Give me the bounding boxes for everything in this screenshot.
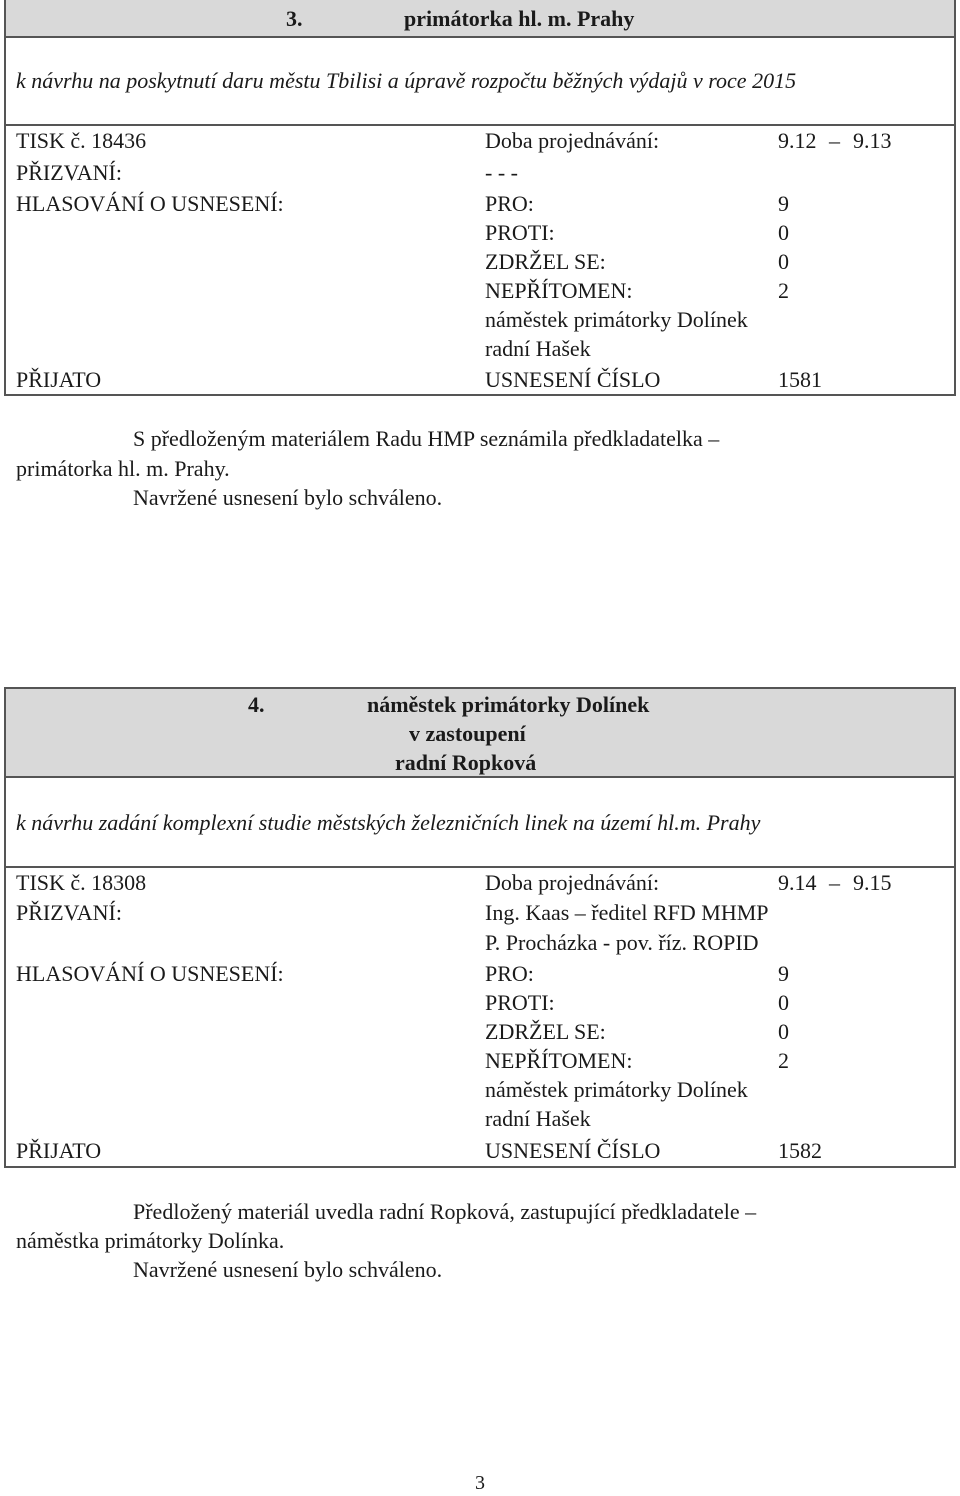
item3-resolution-label: USNESENÍ ČÍSLO (485, 367, 661, 392)
item4-resolution-label: USNESENÍ ČÍSLO (485, 1138, 661, 1163)
item4-time-sep: – (829, 870, 840, 895)
page-number: 3 (475, 1472, 485, 1494)
item3-voting-label: HLASOVÁNÍ O USNESENÍ: (16, 191, 284, 216)
item3-invited-value: - - - (485, 160, 518, 185)
item3-note-line2: primátorka hl. m. Prahy. (16, 456, 230, 481)
item3-number: 3. (286, 6, 303, 31)
item4-time-to: 9.15 (853, 870, 892, 895)
item4-note-line1: Předložený materiál uvedla radní Ropková, zastupující předkladatele – (133, 1199, 757, 1224)
item3-detail-frame (4, 124, 956, 396)
item3-note-line1: S předloženým materiálem Radu HMP seznámila předkladatelka – (133, 426, 720, 451)
item3-note-line3: Navržené usnesení bylo schváleno. (133, 485, 443, 510)
item4-subject: k návrhu zadání komplexní studie městských železničních linek na území hl.m. Prahy (16, 810, 761, 835)
item3-vote-pro-label: PRO: (485, 191, 534, 216)
item3-vote-proti-label: PROTI: (485, 220, 555, 245)
item4-vote-pro-label: PRO: (485, 961, 534, 986)
item3-time-to: 9.13 (853, 128, 892, 153)
item4-invited-line1: Ing. Kaas – ředitel RFD MHMP (485, 900, 769, 925)
item4-tisk: TISK č. 18308 (16, 870, 147, 895)
item3-presenter: primátorka hl. m. Prahy (404, 6, 635, 31)
item4-time-from: 9.14 (778, 870, 817, 895)
item3-invited-label: PŘIZVANÍ: (16, 160, 122, 185)
item4-presenter-line3: radní Ropková (395, 750, 537, 775)
item4-invited-line2: P. Procházka - pov. říz. ROPID (485, 930, 759, 955)
item3-vote-pro-value: 9 (778, 191, 789, 216)
item4-invited-label: PŘIZVANÍ: (16, 900, 122, 925)
item3-tisk: TISK č. 18436 (16, 128, 147, 153)
item4-absent-name-1: náměstek primátorky Dolínek (485, 1077, 748, 1102)
item3-resolution-number: 1581 (778, 367, 822, 392)
item4-vote-pro-value: 9 (778, 961, 789, 986)
item4-number: 4. (248, 692, 265, 717)
item3-result: PŘIJATO (16, 367, 102, 392)
item4-vote-zdrzel-label: ZDRŽEL SE: (485, 1019, 606, 1044)
item3-vote-proti-value: 0 (778, 220, 789, 245)
item4-resolution-number: 1582 (778, 1138, 822, 1163)
item3-absent-name-2: radní Hašek (485, 336, 591, 361)
item3-time-label: Doba projednávání: (485, 128, 660, 153)
item3-vote-zdrzel-label: ZDRŽEL SE: (485, 249, 606, 274)
item3-time-from: 9.12 (778, 128, 817, 153)
item3-vote-zdrzel-value: 0 (778, 249, 789, 274)
item4-voting-label: HLASOVÁNÍ O USNESENÍ: (16, 961, 284, 986)
item4-note-line2: náměstka primátorky Dolínka. (16, 1228, 285, 1253)
item4-vote-absent-label: NEPŘÍTOMEN: (485, 1048, 633, 1073)
item4-vote-proti-label: PROTI: (485, 990, 555, 1015)
item3-vote-absent-value: 2 (778, 278, 789, 303)
item3-subject: k návrhu na poskytnutí daru městu Tbilisi a úpravě rozpočtu běžných výdajů v roce 2015 (16, 68, 797, 93)
item3-time-sep: – (829, 128, 840, 153)
item4-presenter-line2: v zastoupení (409, 721, 526, 746)
item4-detail-frame (4, 866, 956, 1168)
item4-vote-proti-value: 0 (778, 990, 789, 1015)
item4-time-label: Doba projednávání: (485, 870, 660, 895)
item4-note-line3: Navržené usnesení bylo schváleno. (133, 1257, 443, 1282)
item4-absent-name-2: radní Hašek (485, 1106, 591, 1131)
item3-vote-absent-label: NEPŘÍTOMEN: (485, 278, 633, 303)
item4-vote-zdrzel-value: 0 (778, 1019, 789, 1044)
item4-presenter-line1: náměstek primátorky Dolínek (367, 692, 650, 717)
item4-vote-absent-value: 2 (778, 1048, 789, 1073)
item4-result: PŘIJATO (16, 1138, 102, 1163)
item3-absent-name-1: náměstek primátorky Dolínek (485, 307, 748, 332)
